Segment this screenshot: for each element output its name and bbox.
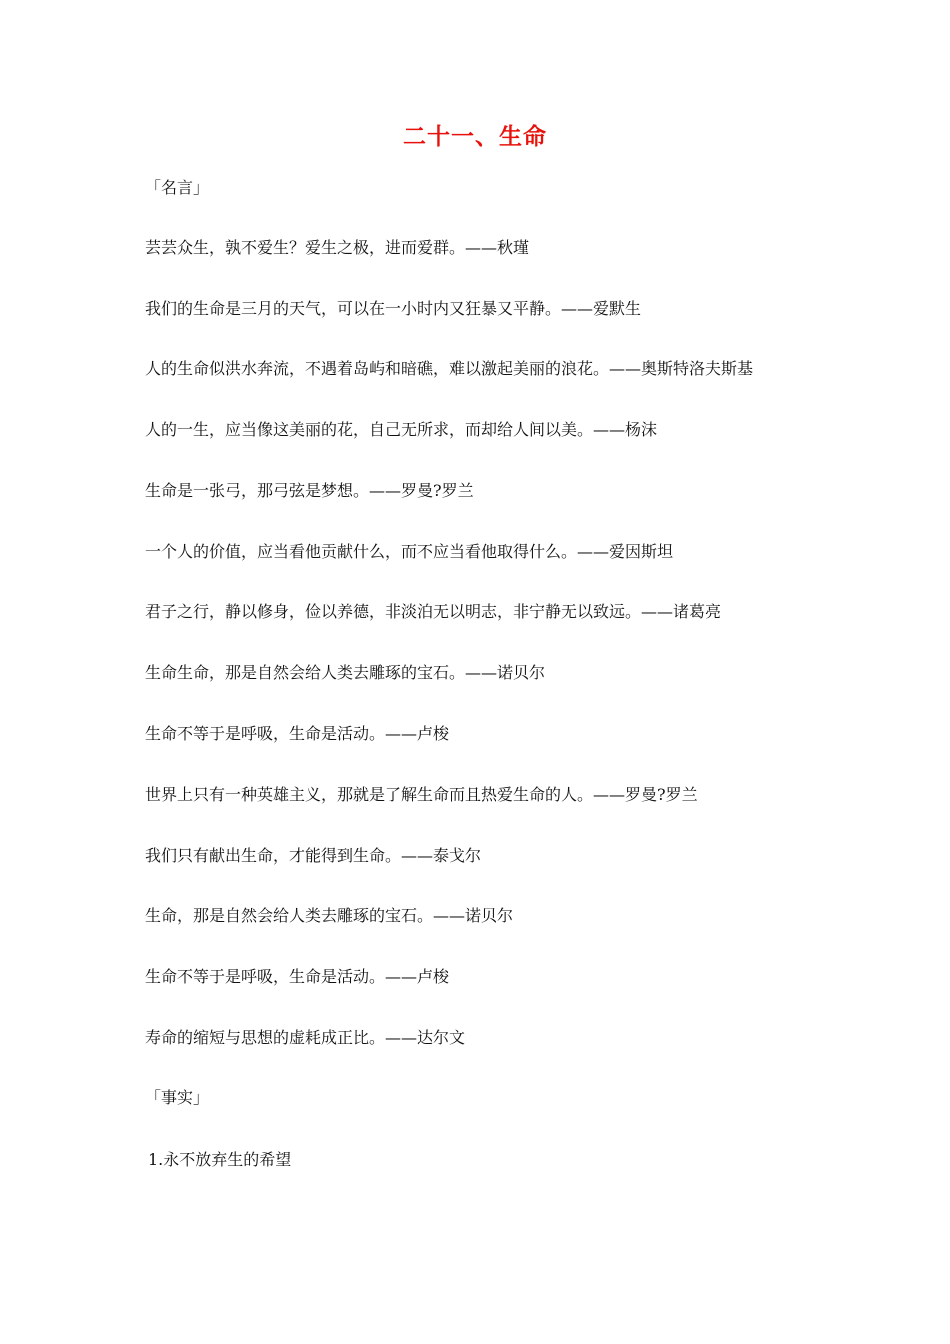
quote-line: 生命生命，那是自然会给人类去雕琢的宝石。——诺贝尔: [145, 663, 546, 682]
quote-line: 人的一生，应当像这美丽的花，自己无所求，而却给人间以美。——杨沫: [145, 420, 658, 439]
quote-line: 生命，那是自然会给人类去雕琢的宝石。——诺贝尔: [145, 906, 514, 925]
quote-line: 人的生命似洪水奔流，不遇着岛屿和暗礁，难以激起美丽的浪花。——奥斯特洛夫斯基: [145, 359, 754, 378]
page-title: 二十一、生命: [403, 123, 547, 150]
section-label-quotes: 「名言」: [145, 178, 210, 197]
quote-line: 生命不等于是呼吸，生命是活动。——卢梭: [145, 967, 450, 986]
fact-heading: 1.永不放弃生的希望: [148, 1150, 292, 1169]
quote-line: 生命不等于是呼吸，生命是活动。——卢梭: [145, 724, 450, 743]
quote-line: 世界上只有一种英雄主义，那就是了解生命而且热爱生命的人。——罗曼?罗兰: [145, 785, 698, 804]
section-label-facts: 「事实」: [145, 1088, 210, 1107]
quote-line: 我们的生命是三月的天气，可以在一小时内又狂暴又平静。——爱默生: [145, 299, 642, 318]
quote-line: 生命是一张弓，那弓弦是梦想。——罗曼?罗兰: [145, 481, 474, 500]
quote-line: 芸芸众生，孰不爱生？爱生之极，进而爱群。——秋瑾: [145, 238, 530, 257]
quote-line: 寿命的缩短与思想的虚耗成正比。——达尔文: [145, 1028, 466, 1047]
quote-line: 一个人的价值，应当看他贡献什么，而不应当看他取得什么。——爱因斯坦: [145, 542, 674, 561]
quote-line: 我们只有献出生命，才能得到生命。——泰戈尔: [145, 846, 482, 865]
quote-line: 君子之行，静以修身，俭以养德，非淡泊无以明志，非宁静无以致远。——诸葛亮: [145, 602, 722, 621]
